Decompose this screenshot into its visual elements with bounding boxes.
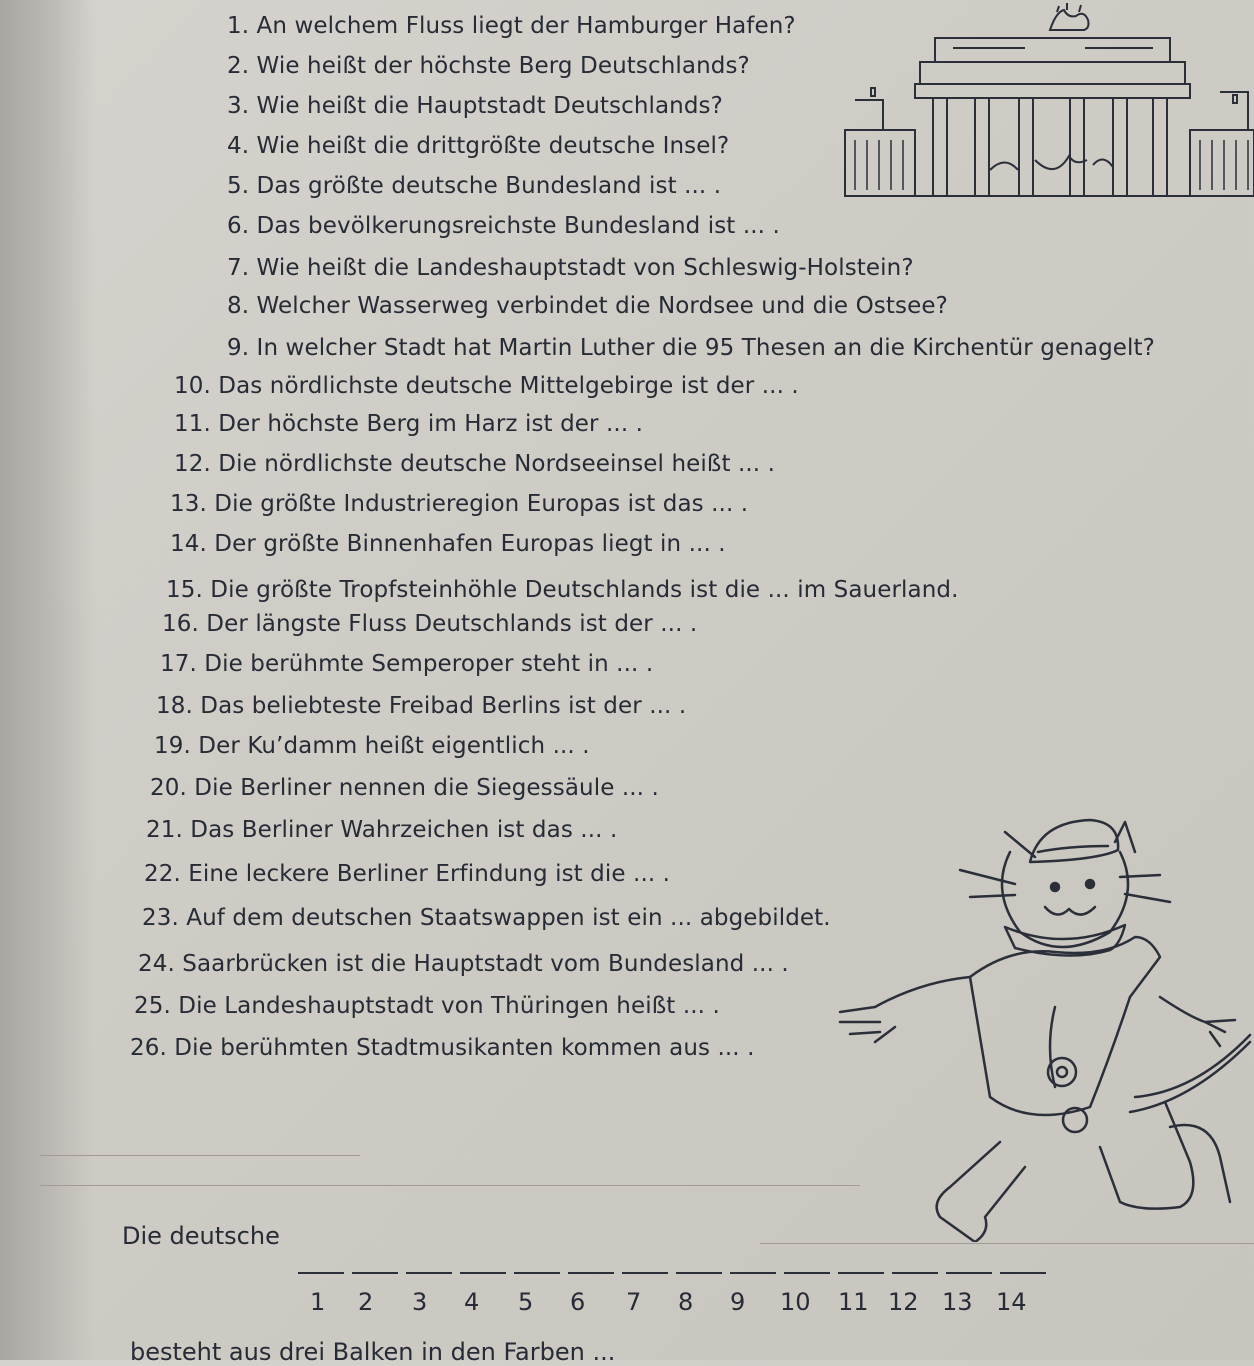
question-item: 11. Der höchste Berg im Harz ist der ... . — [174, 411, 644, 437]
brandenburg-gate-illustration — [835, 0, 1254, 205]
answer-number: 6 — [570, 1288, 586, 1316]
question-item: 21. Das Berliner Wahrzeichen ist das ... . — [146, 817, 618, 843]
question-item: 2. Wie heißt der höchste Berg Deutschlands? — [227, 53, 750, 79]
answer-number: 3 — [412, 1288, 428, 1316]
answer-label: Die deutsche — [122, 1222, 280, 1250]
answer-blank-11[interactable] — [838, 1272, 884, 1274]
writing-line — [40, 1185, 860, 1186]
answer-blank-14[interactable] — [1000, 1272, 1046, 1274]
question-item: 3. Wie heißt die Hauptstadt Deutschlands? — [227, 93, 723, 119]
question-item: 10. Das nördlichste deutsche Mittelgebirge ist der ... . — [174, 373, 799, 399]
question-item: 7. Wie heißt die Landeshauptstadt von Schleswig-Holstein? — [227, 255, 914, 281]
question-item: 18. Das beliebteste Freibad Berlins ist der ... . — [156, 693, 687, 719]
question-item: 13. Die größte Industrieregion Europas ist das ... . — [170, 491, 749, 517]
binding-shadow — [0, 0, 95, 1360]
answer-number: 2 — [358, 1288, 374, 1316]
answer-number: 14 — [996, 1288, 1027, 1316]
answer-number: 1 — [310, 1288, 326, 1316]
answer-number: 9 — [730, 1288, 746, 1316]
answer-blank-1[interactable] — [298, 1272, 344, 1274]
answer-blanks — [298, 1272, 1046, 1274]
question-item: 20. Die Berliner nennen die Siegessäule ... . — [150, 775, 659, 801]
question-item: 9. In welcher Stadt hat Martin Luther die 95 Thesen an die Kirchentür genagelt? — [227, 335, 1155, 361]
question-item: 26. Die berühmten Stadtmusikanten kommen aus ... . — [130, 1035, 755, 1061]
answer-number: 11 — [838, 1288, 869, 1316]
question-item: 22. Eine leckere Berliner Erfindung ist die ... . — [144, 861, 671, 887]
answer-blank-2[interactable] — [352, 1272, 398, 1274]
question-item: 19. Der Ku’damm heißt eigentlich ... . — [154, 733, 590, 759]
answer-number: 12 — [888, 1288, 919, 1316]
question-item: 5. Das größte deutsche Bundesland ist ... . — [227, 173, 722, 199]
answer-number: 8 — [678, 1288, 694, 1316]
question-item: 15. Die größte Tropfsteinhöhle Deutschlands ist die ... im Sauerland. — [166, 577, 959, 603]
answer-blank-3[interactable] — [406, 1272, 452, 1274]
answer-blank-4[interactable] — [460, 1272, 506, 1274]
answer-blank-8[interactable] — [676, 1272, 722, 1274]
question-item: 4. Wie heißt die drittgrößte deutsche Insel? — [227, 133, 730, 159]
question-item: 14. Der größte Binnenhafen Europas liegt in ... . — [170, 531, 726, 557]
answer-number: 13 — [942, 1288, 973, 1316]
answer-blank-13[interactable] — [946, 1272, 992, 1274]
question-item: 1. An welchem Fluss liegt der Hamburger Hafen? — [227, 13, 796, 39]
question-item: 25. Die Landeshauptstadt von Thüringen heißt ... . — [134, 993, 720, 1019]
answer-blank-6[interactable] — [568, 1272, 614, 1274]
answer-numbers — [300, 1288, 1040, 1328]
answer-blank-10[interactable] — [784, 1272, 830, 1274]
question-item: 24. Saarbrücken ist die Hauptstadt vom Bundesland ... . — [138, 951, 789, 977]
answer-blank-5[interactable] — [514, 1272, 560, 1274]
cartoon-cat-illustration — [830, 812, 1254, 1242]
answer-blank-7[interactable] — [622, 1272, 668, 1274]
answer-blank-12[interactable] — [892, 1272, 938, 1274]
question-item: 16. Der längste Fluss Deutschlands ist der ... . — [162, 611, 698, 637]
answer-number: 10 — [780, 1288, 811, 1316]
answer-number: 7 — [626, 1288, 642, 1316]
question-item: 8. Welcher Wasserweg verbindet die Nordsee und die Ostsee? — [227, 293, 948, 319]
writing-line — [40, 1155, 360, 1156]
answer-blank-9[interactable] — [730, 1272, 776, 1274]
question-item: 23. Auf dem deutschen Staatswappen ist ein ... abgebildet. — [142, 905, 831, 931]
answer-number: 4 — [464, 1288, 480, 1316]
writing-line — [760, 1243, 1254, 1244]
footer-text: besteht aus drei Balken in den Farben ... — [130, 1338, 616, 1366]
question-item: 17. Die berühmte Semperoper steht in ... . — [160, 651, 654, 677]
answer-number: 5 — [518, 1288, 534, 1316]
question-item: 12. Die nördlichste deutsche Nordseeinsel heißt ... . — [174, 451, 776, 477]
question-item: 6. Das bevölkerungsreichste Bundesland ist ... . — [227, 213, 780, 239]
